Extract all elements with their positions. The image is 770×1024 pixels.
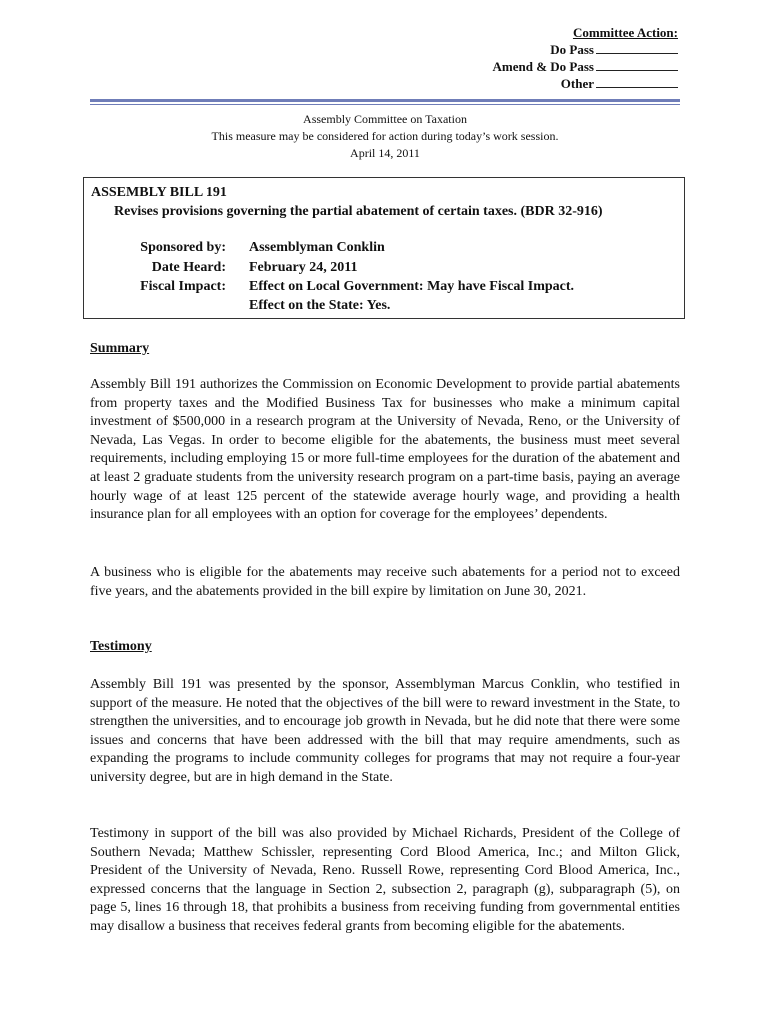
bill-field-row [84, 260, 684, 280]
meeting-date: April 14, 2011 [350, 146, 420, 160]
committee-name: Assembly Committee on Taxation [303, 112, 467, 126]
bill-field-label: Date Heard: [151, 260, 226, 275]
committee-action-option: Do Pass [493, 41, 678, 58]
bill-field-value: February 24, 2011 [249, 260, 358, 275]
committee-action-option: Amend & Do Pass [493, 58, 678, 75]
bill-title: ASSEMBLY BILL 191 [91, 185, 227, 200]
header-rule-thin [90, 104, 680, 105]
header-rule-thick [90, 99, 680, 102]
summary-paragraph: Assembly Bill 191 authorizes the Commission on Economic Development to provide partial abatements from property taxes and the Modified Business Tax for businesses who make a minimum capital investment of $500,000 in a research program at the University of Nevada, Reno, or the University of Nevada, Las Vegas. In order to become eligible for the abatements, the business must meet several requirements, including employing 15 or more full-time employees for the duration of the abatement and at least 2 graduate students from the university research program on a part-time basis, paying an average hourly wage of at least 125 percent of the statewide average hourly wage, and providing a health insurance plan for all employees with an option for coverage for the employees’ dependents. [90, 377, 680, 523]
bill-field-row [84, 279, 684, 299]
testimony-paragraph: Testimony in support of the bill was also provided by Michael Richards, President of the College of Southern Nevada; Matthew Schissler, representing Cord Blood America, Inc.; and Milton Glick, President of the University of Nevada, Reno. Russell Rowe, representing Cord Blood America, Inc., expressed concerns that the language in Section 2, subsection 2, paragraph (g), subparagraph (5), on page 5, lines 16 through 18, that prohibits a business from receiving funding from governmental entities may disallow a business that receives federal grants from becoming eligible for the abatements. [90, 826, 680, 934]
bill-field-value: Assemblyman Conklin [249, 240, 385, 255]
committee-action-heading: Committee Action: [572, 25, 678, 40]
other-blank [596, 76, 678, 88]
bill-field-label: Sponsored by: [140, 240, 226, 255]
bill-info-box [83, 177, 685, 319]
testimony-heading: Testimony [90, 639, 152, 654]
bill-field-label: Fiscal Impact: [140, 279, 226, 294]
summary-heading: Summary [90, 341, 150, 356]
bill-field-row [84, 298, 684, 318]
do-pass-blank [596, 42, 678, 54]
committee-action-block [493, 24, 678, 92]
summary-paragraph: A business who is eligible for the abatements may receive such abatements for a period not to exceed five years, and the abatements provided in the bill expire by limitation on June 30, 2021. [90, 565, 680, 599]
work-session-note: This measure may be considered for action during today’s work session. [211, 129, 559, 143]
bill-field-value: Effect on Local Government: May have Fiscal Impact. [249, 279, 575, 294]
committee-action-option: Other [493, 75, 678, 92]
meeting-info [0, 111, 770, 162]
bill-field-value: Effect on the State: Yes. [249, 298, 391, 313]
amend-do-pass-blank [596, 59, 678, 71]
testimony-paragraph: Assembly Bill 191 was presented by the sponsor, Assemblyman Marcus Conklin, who testified in support of the measure. He noted that the objectives of the bill were to reward investment in the State, to strengthen the universities, and to encourage job growth in Nevada, but he did note that there were some issues and concerns that have been addressed with the bill that may require amendments, such as expanding the programs to include community colleges for programs that may not require a four-year university degree, but are in high demand in the State. [90, 677, 680, 785]
bill-description: Revises provisions governing the partial abatement of certain taxes. (BDR 32-916) [114, 204, 603, 219]
bill-field-row [84, 240, 684, 260]
